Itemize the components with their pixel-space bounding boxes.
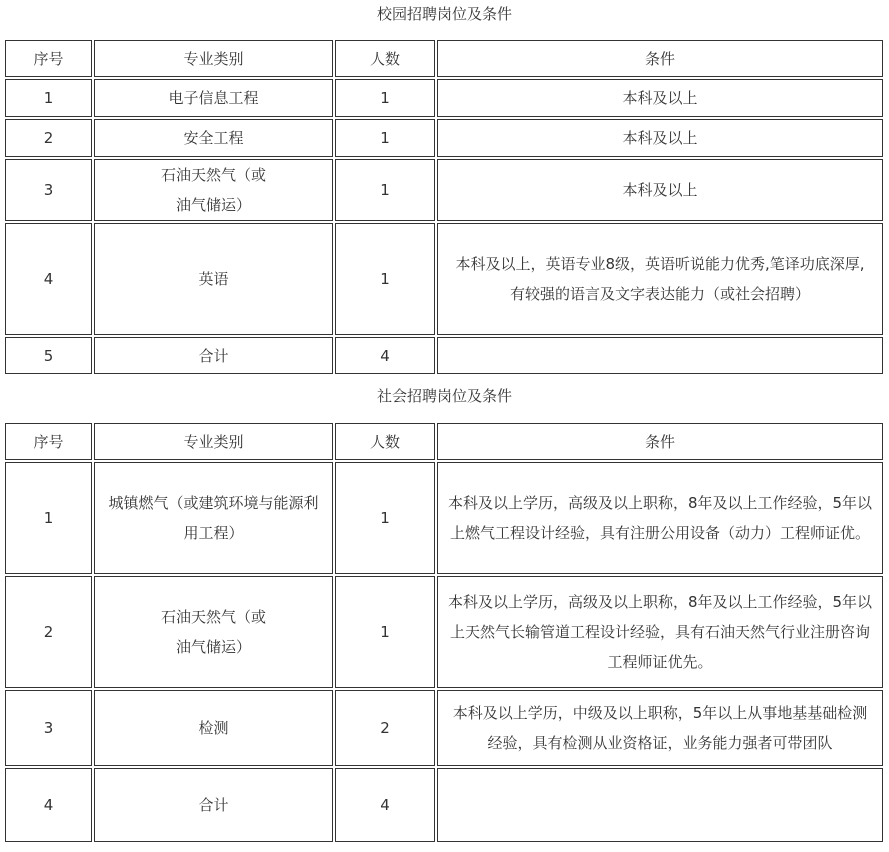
- row-no: 5: [5, 337, 92, 374]
- row-count: 1: [335, 223, 435, 335]
- header-count: 人数: [335, 423, 435, 460]
- row-count: 2: [335, 690, 435, 766]
- table-header-row: [5, 423, 883, 460]
- row-major: 检测: [94, 690, 333, 766]
- row-count: 1: [335, 576, 435, 688]
- row-count: 4: [335, 337, 435, 374]
- row-major: 英语: [94, 223, 333, 335]
- social-recruitment-table: [3, 421, 885, 844]
- row-no: 1: [5, 79, 92, 117]
- campus-table-title: 校园招聘岗位及条件: [376, 5, 512, 23]
- row-requirement: 本科及以上学历，高级及以上职称，8年及以上工作经验，5年以上燃气工程设计经验，具有注册公用设备（动力）工程师证优。: [437, 462, 883, 574]
- row-no: 4: [5, 768, 92, 842]
- row-major: 安全工程: [94, 119, 333, 157]
- row-requirement: 本科及以上，英语专业8级，英语听说能力优秀,笔译功底深厚,有较强的语言及文字表达能力（或社会招聘）: [437, 223, 883, 335]
- table-row: [5, 223, 883, 335]
- row-major: 石油天然气（或油气储运）: [94, 576, 333, 688]
- table-row: [5, 690, 883, 766]
- table-row: [5, 462, 883, 574]
- row-requirement: [437, 768, 883, 842]
- row-count: 1: [335, 79, 435, 117]
- row-requirement: 本科及以上学历，中级及以上职称，5年以上从事地基基础检测经验，具有检测从业资格证，业务能力强者可带团队: [437, 690, 883, 766]
- campus-recruitment-table: [3, 38, 885, 376]
- row-requirement: 本科及以上学历，高级及以上职称，8年及以上工作经验，5年以上天然气长输管道工程设计经验，具有石油天然气行业注册咨询工程师证优先。: [437, 576, 883, 688]
- row-no: 3: [5, 690, 92, 766]
- row-no: 3: [5, 159, 92, 221]
- header-requirement: 条件: [437, 40, 883, 77]
- row-major: 城镇燃气（或建筑环境与能源利用工程）: [94, 462, 333, 574]
- row-major: 电子信息工程: [94, 79, 333, 117]
- row-requirement: 本科及以上: [437, 119, 883, 157]
- row-count: 1: [335, 119, 435, 157]
- row-requirement: 本科及以上: [437, 159, 883, 221]
- social-table-title: 社会招聘岗位及条件: [376, 387, 512, 405]
- table-header-row: [5, 40, 883, 77]
- row-count: 1: [335, 159, 435, 221]
- header-major: 专业类别: [94, 40, 333, 77]
- row-major: 石油天然气（或油气储运）: [94, 159, 333, 221]
- row-count: 4: [335, 768, 435, 842]
- header-major: 专业类别: [94, 423, 333, 460]
- row-no: 1: [5, 462, 92, 574]
- header-no: 序号: [5, 40, 92, 77]
- row-no: 4: [5, 223, 92, 335]
- table-row: [5, 768, 883, 842]
- row-no: 2: [5, 576, 92, 688]
- table-row: [5, 337, 883, 374]
- table-row: [5, 159, 883, 221]
- table-row: [5, 119, 883, 157]
- table-row: [5, 79, 883, 117]
- header-requirement: 条件: [437, 423, 883, 460]
- row-major: 合计: [94, 768, 333, 842]
- row-major: 合计: [94, 337, 333, 374]
- row-requirement: 本科及以上: [437, 79, 883, 117]
- header-count: 人数: [335, 40, 435, 77]
- row-no: 2: [5, 119, 92, 157]
- table-row: [5, 576, 883, 688]
- row-requirement: [437, 337, 883, 374]
- header-no: 序号: [5, 423, 92, 460]
- row-count: 1: [335, 462, 435, 574]
